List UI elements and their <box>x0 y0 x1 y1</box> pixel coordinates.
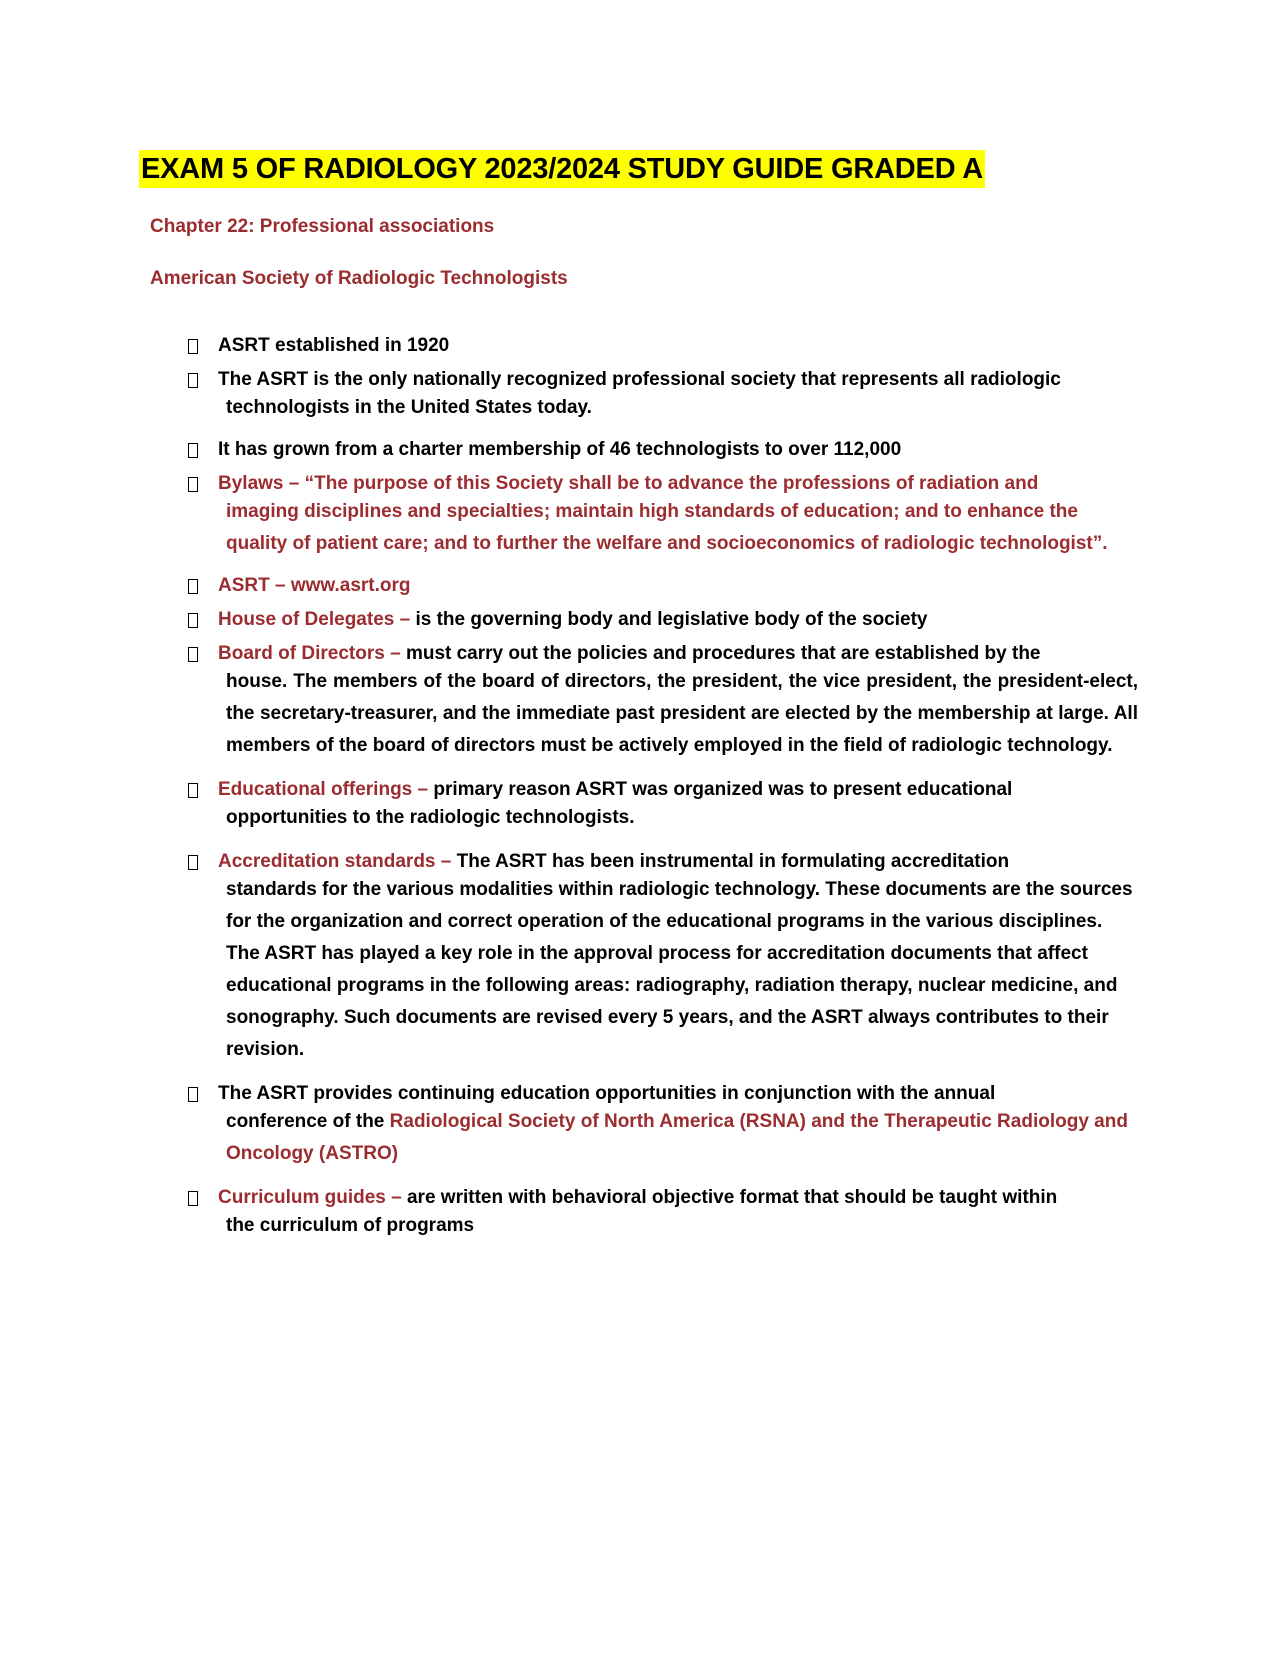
bullet-list <box>188 330 1138 1248</box>
item-text: are written with behavioral objective format that should be taught within <box>406 1187 1058 1208</box>
item-continuation <box>218 1106 1138 1170</box>
item-text: The ASRT provides continuing education opportunities in conjunction with the annual <box>218 1083 996 1104</box>
bullet-box-icon <box>188 783 198 798</box>
item-text: primary reason ASRT was organized was to present educational <box>433 779 1013 800</box>
list-item <box>188 570 1138 598</box>
item-label: Curriculum guides – <box>218 1187 407 1208</box>
bullet-box-icon <box>188 339 198 354</box>
list-item <box>188 604 1138 632</box>
item-continuation: imaging disciplines and specialties; maintain high standards of education; and to enhance the quality of patient care; and to further the welfare and socioeconomics of radiologic technologist”. <box>226 501 1108 554</box>
item-text-red: Radiological Society of North America (RSNA) and the Therapeutic Radiology and Oncology (ASTRO) <box>226 1111 1128 1164</box>
item-text-black: conference of the <box>226 1111 390 1132</box>
bullet-box-icon <box>188 443 198 458</box>
bullet-box-icon <box>188 613 198 628</box>
item-label: Board of Directors – <box>218 643 406 664</box>
bullet-box-icon <box>188 579 198 594</box>
list-item <box>188 846 1138 1066</box>
item-text: The ASRT has been instrumental in formulating accreditation <box>456 851 1010 872</box>
bullet-box-icon <box>188 647 198 662</box>
item-text: must carry out the policies and procedures that are established by the <box>405 643 1041 664</box>
bullet-box-icon <box>188 855 198 870</box>
list-item <box>188 434 1138 462</box>
item-continuation: house. The members of the board of directors, the president, the vice president, the president-elect, the secretary-treasurer, and the immediate past president are elected by the membership at large. All members of the board of directors must be actively employed in the field of radiologic technology. <box>226 671 1138 756</box>
item-label: Educational offerings – <box>218 779 434 800</box>
bullet-box-icon <box>188 373 198 388</box>
item-text: It has grown from a charter membership of 46 technologists to over 112,000 <box>218 439 902 460</box>
bullet-box-icon <box>188 1087 198 1102</box>
item-label: House of Delegates – <box>218 609 416 630</box>
item-text: The ASRT is the only nationally recognized professional society that represents all radiologic <box>218 369 1061 390</box>
item-continuation: opportunities to the radiologic technologists. <box>226 807 635 828</box>
section-heading: American Society of Radiologic Technologists <box>150 268 568 289</box>
item-text: is the governing body and legislative body of the society <box>415 609 928 630</box>
list-item <box>188 364 1138 424</box>
item-continuation: standards for the various modalities within radiologic technology. These documents are the sources for the organization and correct operation of the educational programs in the various disciplines. The ASRT has played a key role in the approval process for accreditation documents that affect educational programs in the following areas: radiography, radiation therapy, nuclear medicine, and sonography. Such documents are revised every 5 years, and the ASRT always contributes to their revision. <box>226 879 1133 1060</box>
document-title: EXAM 5 OF RADIOLOGY 2023/2024 STUDY GUIDE GRADED A <box>139 150 985 188</box>
bylaws-label: Bylaws – “The purpose of this Society shall be to advance the professions of radiation and <box>218 473 1039 494</box>
item-continuation: the curriculum of programs <box>226 1215 475 1236</box>
asrt-website-link[interactable]: ASRT – www.asrt.org <box>218 575 411 596</box>
list-item <box>188 774 1138 834</box>
list-item <box>188 330 1138 358</box>
list-item <box>188 468 1138 560</box>
list-item <box>188 638 1138 762</box>
bullet-box-icon <box>188 477 198 492</box>
item-label: Accreditation standards – <box>218 851 457 872</box>
list-item <box>188 1182 1138 1242</box>
item-continuation: technologists in the United States today. <box>226 397 592 418</box>
chapter-heading: Chapter 22: Professional associations <box>150 216 495 237</box>
item-text: ASRT established in 1920 <box>218 335 450 356</box>
list-item <box>188 1078 1138 1170</box>
bullet-box-icon <box>188 1191 198 1206</box>
